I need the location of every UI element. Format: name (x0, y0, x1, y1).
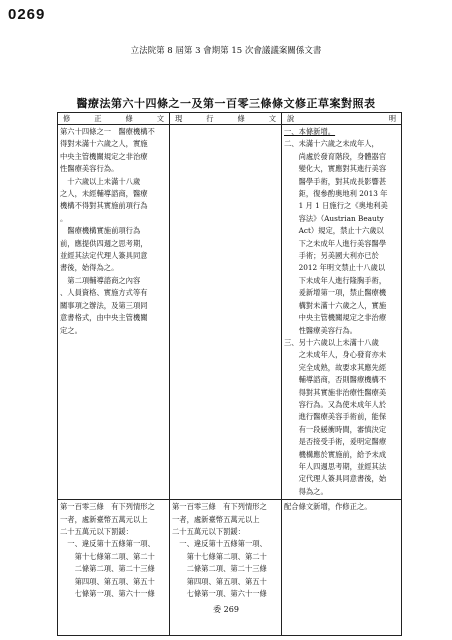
text-line: 醫療機構實施前項行為 (60, 226, 141, 236)
text-line: 得對其實施非治療性醫療美 (284, 387, 387, 397)
text-line: Act）規定，禁止十六歲以 (284, 226, 384, 236)
text-line: 二十五萬元以下罰鍰： (60, 527, 133, 536)
text-line: 之人，未經輔導諮商，醫療 (60, 189, 148, 199)
text-line: 下之未成年人進行美容醫學 (284, 238, 387, 248)
text-line: 完全成熟，故要求其應先經 (284, 362, 387, 372)
text-line: 並經其法定代理人簽具同意 (60, 251, 148, 261)
text-line: 一、本條新增。 (284, 127, 336, 136)
header-notes: 說明 (282, 113, 402, 125)
text-line: 下未成年人進行隆胸手術， (284, 275, 387, 285)
text-line: 。 (60, 213, 68, 223)
text-line: 定之。 (60, 325, 82, 335)
notes-cell (282, 125, 402, 500)
text-line: 容法》（Austrian Beauty (284, 213, 384, 223)
text-line: 第六十四條之一 醫療機構不 (60, 127, 155, 136)
page-number: 0269 (8, 6, 46, 23)
text-line: 2012 年明文禁止十八歲以 (284, 263, 386, 273)
text-line: 進行醫療美容手術前，能保 (284, 412, 387, 422)
comparison-table (57, 112, 402, 636)
text-line: 輔導諮商，否則醫療機構不 (284, 375, 387, 385)
text-line: 十六歲以上未滿十八歲 (60, 176, 141, 186)
text-line: 是否接受手術，爰明定醫療 (284, 437, 387, 447)
text-line: 機構不得對其實施前項行為 (60, 201, 148, 211)
text-line: 之未成年人，身心發育亦未 (284, 350, 387, 360)
table-row (58, 500, 402, 636)
text-line: 意書格式，由中央主管機關 (60, 313, 148, 323)
text-line: 鉅，復參酌奧地利 2013 年 (284, 189, 388, 199)
text-line: 有一段緩衝時間，審慎決定 (284, 424, 387, 434)
amended-cell (58, 125, 170, 500)
text-line: 配合條文新增，作修正之。 (284, 502, 372, 512)
text-line: 得為之。 (284, 486, 328, 496)
table-header-row (58, 113, 402, 125)
amended-cell (58, 500, 170, 636)
current-cell (170, 500, 282, 636)
text-line: 構對未滿十六歲之人，實施 (284, 300, 387, 310)
text-line: 三、另十六歲以上未滿十八歲 (284, 337, 379, 347)
table-row (58, 125, 402, 500)
text-line: 一、違反第十五條第一項、 (172, 539, 267, 549)
text-line: 第二項輔導諮商之內容 (60, 275, 141, 285)
text-line: 第四項、第五項、第五十 (172, 576, 267, 586)
text-line: 性醫療美容行為。 (284, 325, 357, 335)
text-line: 容行為。又為使未成年人於 (284, 399, 387, 409)
text-line: 關事項之辦法，及第三項同 (60, 300, 148, 310)
text-line: 變化大，實應對其進行美容 (284, 164, 387, 174)
text-line: 七條第一項、第六十一條 (172, 589, 267, 599)
text-line: 爰新增第一項，禁止醫療機 (284, 288, 387, 298)
header-current: 現行條文 (170, 113, 282, 125)
text-line: 二條第二項、第二十三條 (60, 564, 155, 574)
text-line: 醫學手術，對其成長影響甚 (284, 176, 387, 186)
text-line: 七條第一項、第六十一條 (60, 589, 155, 599)
text-line: 第十七條第二項、第二十 (60, 551, 155, 561)
text-line: 手術；另美國大利亦已於 (284, 251, 379, 261)
text-line: 書後，始得為之。 (60, 263, 119, 273)
text-line: 第一百零三條 有下列情形之 (172, 502, 267, 512)
text-line: 第一百零三條 有下列情形之 (60, 502, 155, 512)
text-line: 第十七條第二項、第二十 (172, 551, 267, 561)
document-header: 立法院第 8 屆第 3 會期第 15 次會議議案關係文書 (130, 46, 322, 56)
text-line: 一、違反第十五條第一項、 (60, 539, 155, 549)
text-line: 年人四週思考期，並經其法 (284, 461, 387, 471)
text-line: 機構應於實施前，給予未成 (284, 449, 387, 459)
text-line: 二十五萬元以下罰鍰： (172, 527, 245, 536)
header-amended: 修正條文 (58, 113, 170, 125)
text-line: 一者，處新臺幣五萬元以上 (60, 514, 148, 524)
text-line: 中央主管機關規定之非治療 (60, 151, 148, 161)
text-line: 二條第二項、第二十三條 (172, 564, 267, 574)
document-title: 醫療法第六十四條之一及第一百零三條條文修正草案對照表 (76, 97, 376, 110)
text-line: 、人員資格、實施方式等有 (60, 288, 148, 298)
text-line: 得對未滿十六歲之人，實施 (60, 139, 148, 149)
text-line: 一者，處新臺幣五萬元以上 (172, 514, 260, 524)
text-line: 中央主管機關規定之非治療 (284, 313, 387, 323)
text-line: 定代理人簽具同意書後，始 (284, 474, 387, 484)
text-line: 第四項、第五項、第五十 (60, 576, 155, 586)
text-line: 1 月 1 日施行之《奧地利美 (284, 201, 388, 211)
text-line: 尚處於發育階段，身體器官 (284, 151, 387, 161)
text-line: 前，應提供四週之思考期， (60, 238, 148, 248)
current-cell (170, 125, 282, 500)
text-line: 性醫療美容行為。 (60, 164, 119, 174)
footer-page-number: 委 269 (213, 605, 239, 614)
text-line: 二、未滿十六歲之未成年人， (284, 139, 379, 149)
notes-cell (282, 500, 402, 636)
